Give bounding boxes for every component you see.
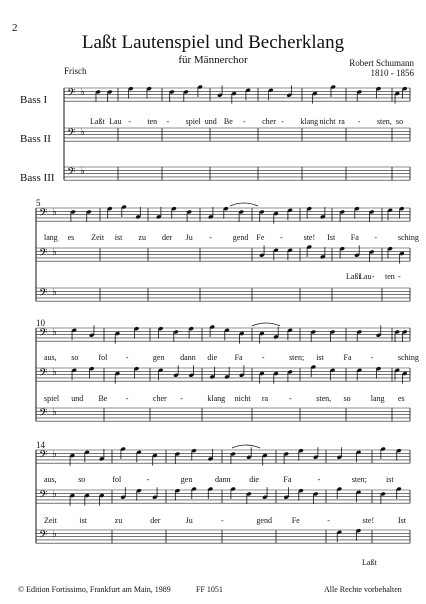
- lyric-syllable: gend: [232, 233, 249, 242]
- flat-icon: ♭: [52, 529, 57, 540]
- lyric-syllable: Laßt: [346, 272, 361, 281]
- bass-clef-icon: 𝄢: [39, 287, 48, 302]
- lyric-syllable: die: [207, 353, 218, 362]
- voice-label-bass-3: Bass III: [20, 172, 55, 184]
- composer-name: Robert Schumann: [349, 58, 414, 68]
- voice-label-bass-2: Bass II: [20, 133, 51, 145]
- lyric-syllable: dann: [180, 353, 196, 362]
- lyric-syllable: Fe: [291, 516, 300, 525]
- measure-number: 5: [36, 198, 41, 208]
- measure-number: 10: [36, 318, 45, 328]
- lyric-syllable: so: [78, 475, 86, 484]
- piece-title: Laßt Lautenspiel und Becherklang: [81, 32, 345, 53]
- lyric-syllable: -: [370, 353, 374, 362]
- lyric-syllable: ist: [114, 233, 123, 242]
- lyric-syllable: gend: [256, 516, 272, 525]
- lyric-syllable: ist: [386, 475, 394, 484]
- footer-copyright: © Edition Fortissimo, Frankfurt am Main, 1989: [18, 585, 171, 594]
- lyric-syllable: Fe: [256, 233, 265, 242]
- footer-catalog-number: FF 1051: [196, 585, 223, 594]
- lyric-syllable: spiel: [44, 394, 60, 403]
- lyric-syllable: Zeit: [91, 233, 105, 242]
- bass-clef-icon: 𝄢: [39, 529, 48, 544]
- lyric-syllable: Ist: [327, 233, 336, 242]
- lyric-syllable: ist: [79, 516, 87, 525]
- lyric-syllable: Laßt: [90, 117, 105, 126]
- composer-dates: 1810 - 1856: [370, 68, 414, 78]
- lyric-syllable: -: [261, 353, 265, 362]
- measure-number: 14: [36, 440, 45, 450]
- footer-rights: Alle Rechte vorbehalten: [324, 585, 402, 594]
- lyric-syllable: -: [125, 394, 129, 403]
- lyric-syllable: sten;: [351, 475, 367, 484]
- bass-clef-icon: 𝄢: [39, 407, 48, 422]
- lyric-syllable: so: [343, 394, 351, 403]
- lyric-syllable: -: [243, 117, 246, 126]
- lyric-syllable: ra: [261, 394, 269, 403]
- flat-icon: ♭: [80, 87, 85, 98]
- lyric-syllable: sten;: [289, 353, 305, 362]
- flat-icon: ♭: [52, 327, 57, 338]
- lyric-syllable: die: [249, 475, 259, 484]
- lyric-syllable: Be: [98, 394, 108, 403]
- bass-clef-icon: 𝄢: [67, 166, 76, 181]
- lyric-syllable: -: [146, 475, 150, 484]
- bass-clef-icon: 𝄢: [39, 327, 48, 342]
- lyric-syllable: sching: [398, 233, 419, 242]
- lyric-syllable: Ist: [398, 516, 406, 525]
- lyric-syllable: ten: [385, 272, 395, 281]
- lyric-syllable: fol: [112, 475, 122, 484]
- lyric-syllable: ste!: [303, 233, 316, 242]
- lyric-syllable: ten: [147, 117, 158, 126]
- lyric-syllable: Ju: [185, 233, 193, 242]
- lyric-syllable: und: [71, 394, 84, 403]
- lyric-syllable: -: [209, 233, 212, 242]
- lyric-syllable: aus,: [44, 475, 57, 484]
- lyric-syllable: ste!: [362, 516, 375, 525]
- lyric-syllable: es: [398, 394, 405, 403]
- lyric-syllable: gen: [152, 353, 165, 362]
- bass-clef-icon: 𝄢: [39, 247, 48, 262]
- lyric-syllable: Ju: [185, 516, 193, 525]
- lyric-syllable: so: [71, 353, 79, 362]
- lyric-syllable: -: [125, 353, 129, 362]
- flat-icon: ♭: [52, 367, 57, 378]
- lyric-syllable: gen: [180, 475, 193, 484]
- lyric-syllable: -: [289, 394, 292, 403]
- lyric-syllable: Fa: [283, 475, 292, 484]
- lyric-syllable: so: [396, 117, 404, 126]
- lyric-syllable: nicht: [234, 394, 251, 403]
- lyric-syllable: -: [166, 117, 170, 126]
- lyric-syllable: -: [128, 117, 131, 126]
- lyric-syllable: -: [357, 117, 361, 126]
- flat-icon: ♭: [52, 207, 57, 218]
- flat-icon: ♭: [52, 449, 57, 460]
- lyric-syllable: -: [180, 394, 183, 403]
- lyric-syllable: sching: [398, 353, 419, 362]
- lyric-syllable: lang: [370, 394, 385, 403]
- page-number: 2: [12, 22, 18, 34]
- lyric-syllable: sten,: [316, 394, 332, 403]
- flat-icon: ♭: [52, 287, 57, 298]
- flat-icon: ♭: [52, 407, 57, 418]
- lyric-syllable: Zeit: [44, 516, 57, 525]
- lyric-syllable: lang: [44, 233, 58, 242]
- flat-icon: ♭: [52, 489, 57, 500]
- lyric-syllable: ra: [338, 117, 345, 126]
- lyric-syllable: Laßt: [362, 558, 377, 567]
- lyric-syllable: zu: [138, 233, 146, 242]
- bass-clef-icon: 𝄢: [39, 489, 48, 504]
- bass-clef-icon: 𝄢: [67, 87, 76, 102]
- lyric-syllable: -: [372, 272, 375, 281]
- lyric-syllable: -: [317, 475, 321, 484]
- lyric-syllable: nicht: [319, 117, 336, 126]
- lyric-syllable: Fa: [350, 233, 359, 242]
- lyric-syllable: -: [281, 117, 284, 126]
- voice-label-bass-1: Bass I: [20, 94, 48, 106]
- slur: [232, 445, 260, 448]
- lyric-syllable: cher: [152, 394, 167, 403]
- slur: [230, 203, 258, 206]
- lyric-syllable: zu: [114, 516, 123, 525]
- lyric-syllable: fol: [98, 353, 108, 362]
- lyric-syllable: Be: [223, 117, 233, 126]
- lyric-syllable: -: [280, 233, 283, 242]
- lyric-syllable: sten,: [376, 117, 392, 126]
- lyric-syllable: ist: [316, 353, 324, 362]
- bass-clef-icon: 𝄢: [67, 127, 76, 142]
- lyric-syllable: Lau: [109, 117, 122, 126]
- lyric-syllable: der: [150, 516, 161, 525]
- piece-subtitle: für Männerchor: [178, 54, 248, 66]
- lyric-syllable: es: [67, 233, 75, 242]
- lyric-syllable: der: [162, 233, 173, 242]
- lyric-syllable: cher: [262, 117, 276, 126]
- lyric-syllable: klang: [207, 394, 226, 403]
- lyric-syllable: und: [204, 117, 217, 126]
- flat-icon: ♭: [80, 166, 85, 177]
- lyric-syllable: -: [327, 516, 330, 525]
- flat-icon: ♭: [80, 127, 85, 138]
- flat-icon: ♭: [52, 247, 57, 258]
- tempo-marking: Frisch: [64, 66, 87, 76]
- lyric-syllable: Lau: [359, 272, 372, 281]
- bass-clef-icon: 𝄢: [39, 207, 48, 222]
- slur: [252, 323, 280, 326]
- lyric-syllable: Fa: [234, 353, 243, 362]
- lyric-syllable: Fa: [343, 353, 352, 362]
- lyric-syllable: dann: [215, 475, 231, 484]
- bass-clef-icon: 𝄢: [39, 367, 48, 382]
- lyric-syllable: -: [374, 233, 378, 242]
- lyric-syllable: -: [398, 272, 401, 281]
- lyric-syllable: aus,: [44, 353, 57, 362]
- lyric-syllable: klang: [300, 117, 319, 126]
- bass-clef-icon: 𝄢: [39, 449, 48, 464]
- lyric-syllable: -: [221, 516, 224, 525]
- lyric-syllable: spiel: [185, 117, 201, 126]
